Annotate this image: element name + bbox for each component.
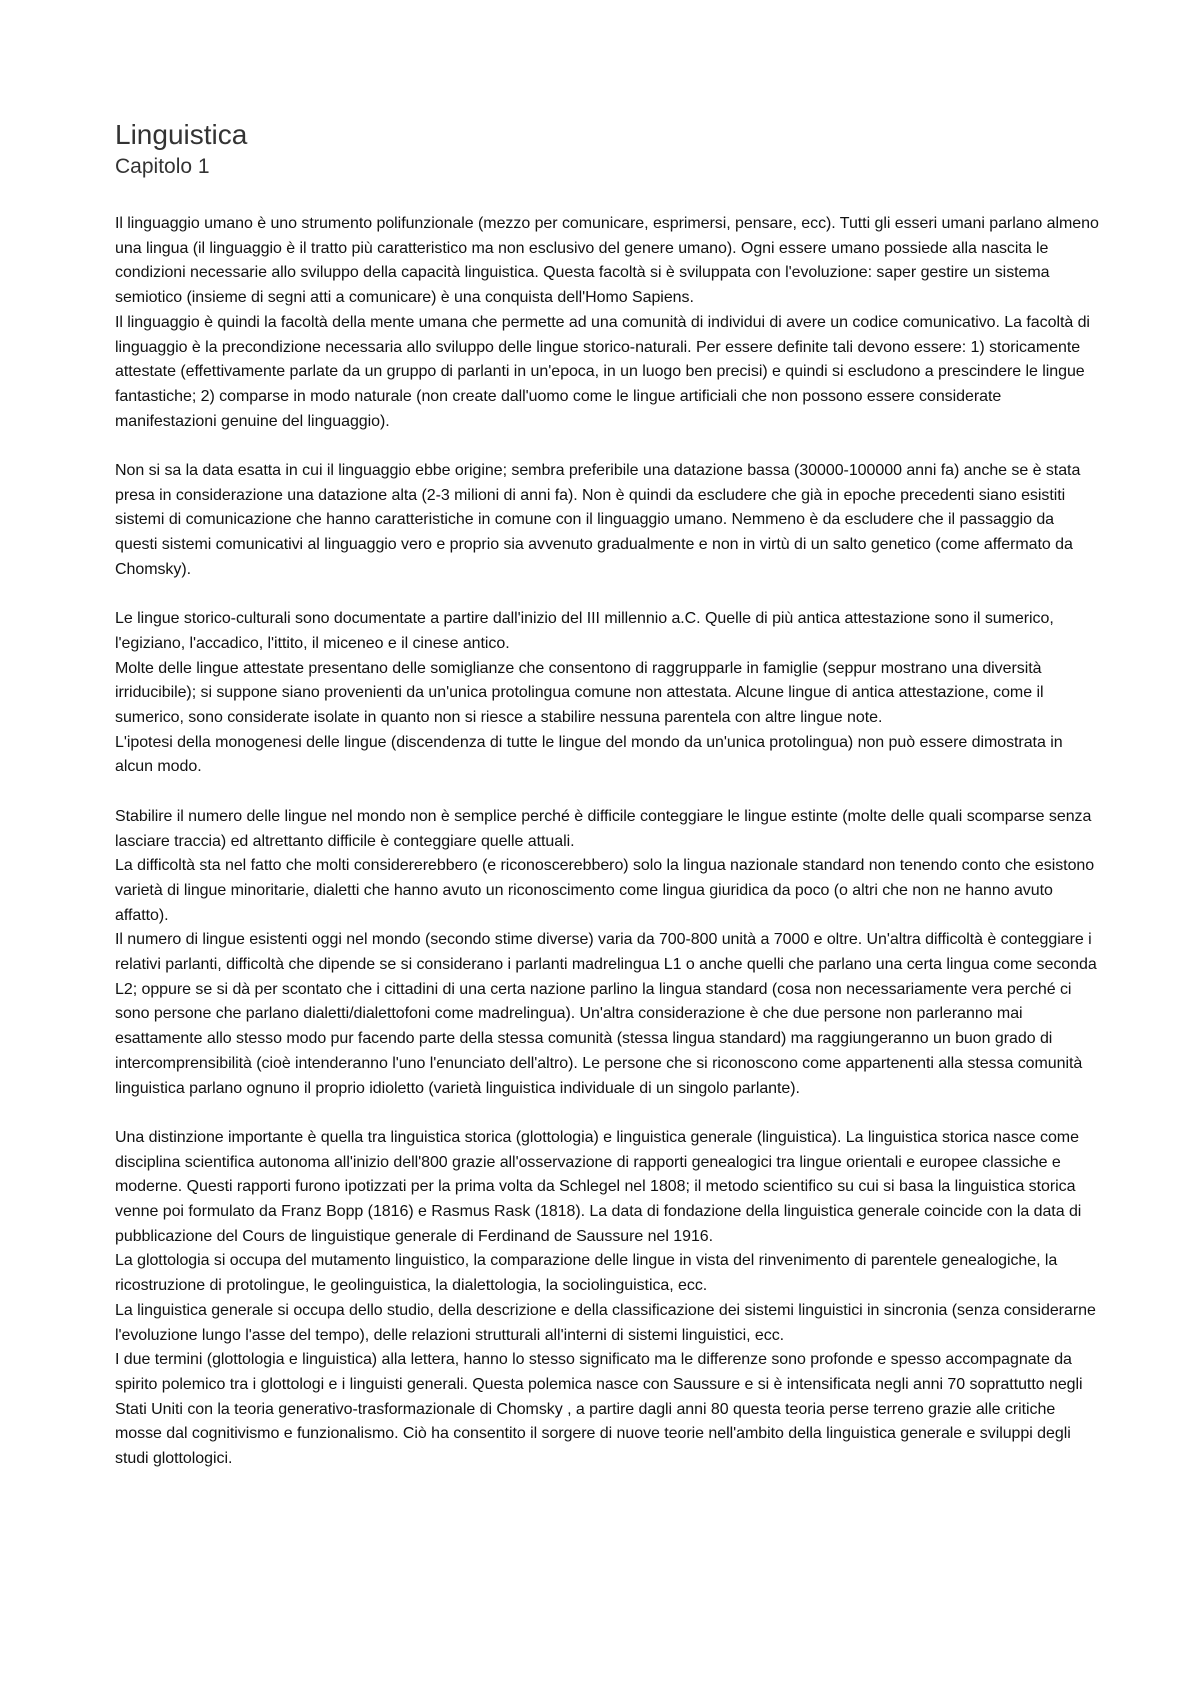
chapter-subtitle: Capitolo 1	[115, 155, 210, 178]
paragraph: La glottologia si occupa del mutamento linguistico, la comparazione delle lingue in vista del rinvenimento di parentele genealogiche, la ricostruzione di protolingue, le geolinguistica, la dialettologia, la sociolinguistica, ecc.	[115, 1252, 1058, 1295]
paragraph: Non si sa la data esatta in cui il linguaggio ebbe origine; sembra preferibile una datazione bassa (30000-100000 anni fa) anche se è stata presa in considerazione una datazione alta (2-3 milioni di anni fa). Non è quindi da escludere che già in epoche precedenti siano esistiti sistemi di comunicazione che hanno caratteristiche in comune con il linguaggio umano. Nemmeno è da escludere che il passaggio da questi sistemi comunicativi al linguaggio vero e proprio sia avvenuto gradualmente e non in virtù di un salto genetico (come affermato da Chomsky).	[115, 462, 1081, 578]
document-title: Linguistica	[115, 119, 248, 150]
paragraph: I due termini (glottologia e linguistica) alla lettera, hanno lo stesso significato ma le differenze sono profonde e spesso accompagnate da spirito polemico tra i glottologi e i linguisti generali. Questa polemica nasce con Saussure e si è intensificata negli anni 70 soprattutto negli Stati Uniti con la teoria generativo-trasformazionale di Chomsky , a partire dagli anni 80 questa teoria perse terreno grazie alle critiche mosse dal cognitivismo e funzionalismo. Ciò ha consentito il sorgere di nuove teorie nell'ambito della linguistica generale e sviluppi degli studi glottologici.	[115, 1351, 1083, 1468]
paragraph: Il linguaggio umano è uno strumento polifunzionale (mezzo per comunicare, esprimersi, pensare, ecc). Tutti gli esseri umani parlano almeno una lingua (il linguaggio è il tratto più caratteristico ma non esclusivo del genere umano). Ogni essere umano possiede alla nascita le condizioni necessarie allo sviluppo della capacità linguistica. Questa facoltà si è sviluppata con l'evoluzione: saper gestire un sistema semiotico (insieme di segni atti a comunicare) è una conquista dell'Homo Sapiens.	[115, 215, 1099, 307]
paragraph: Le lingue storico-culturali sono documentate a partire dall'inizio del III millennio a.C. Quelle di più antica attestazione sono il sumerico, l'egiziano, l'accadico, l'ittito, il miceneo e il cinese antico.	[115, 610, 1054, 652]
document-page	[115, 118, 1100, 1472]
paragraph: Il linguaggio è quindi la facoltà della mente umana che permette ad una comunità di individui di avere un codice comunicativo. La facoltà di linguaggio è la precondizione necessaria allo sviluppo delle lingue storico-naturali. Per essere definite tali devono essere: 1) storicamente attestate (effettivamente parlate da un gruppo di parlanti in un'epoca, in un luogo ben precisi) e quindi si escludono a prescindere le lingue fantastiche; 2) comparse in modo naturale (non create dall'uomo come le lingue artificiali che non possono essere considerate manifestazioni genuine del linguaggio).	[115, 313, 1090, 430]
paragraph-gap	[115, 1101, 1100, 1126]
paragraph: Stabilire il numero delle lingue nel mondo non è semplice perché è difficile conteggiare le lingue estinte (molte delle quali scomparse senza lasciare traccia) ed altrettanto difficile è conteggiare quelle attuali.	[115, 807, 1092, 850]
paragraph-gap	[115, 434, 1100, 459]
document-body	[115, 212, 1100, 1472]
paragraph: Molte delle lingue attestate presentano delle somiglianze che consentono di raggrupparle in famiglie (seppur mostrano una diversità irriducibile); si suppone siano provenienti da un'unica protolingua comune non attestata. Alcune lingue di antica attestazione, come il sumerico, sono considerate isolate in quanto non si riesce a stabilire nessuna parentela con altre lingue note.	[115, 659, 1044, 727]
paragraph-gap	[115, 583, 1100, 608]
paragraph: L'ipotesi della monogenesi delle lingue (discendenza di tutte le lingue del mondo da un'unica protolingua) non può essere dimostrata in alcun modo.	[115, 733, 1063, 776]
paragraph: Il numero di lingue esistenti oggi nel mondo (secondo stime diverse) varia da 700-800 unità a 7000 e oltre. Un'altra difficoltà è conteggiare i relativi parlanti, difficoltà che dipende se si considerano i parlanti madrelingua L1 o anche quelli che parlano una certa lingua come seconda L2; oppure se si dà per scontato che i cittadini di una certa nazione parlino la lingua standard (cosa non necessariamente vera perché ci sono persone che parlano dialetti/dialettofoni come madrelingua). Un'altra considerazione è che due persone non parleranno mai esattamente allo stesso modo pur facendo parte della stessa comunità (stessa lingua standard) ma raggiungeranno un buon grado di intercomprensibilità (cioè intenderanno l'uno l'enunciato dell'altro). Le persone che si riconoscono come appartenenti alla stessa comunità linguistica parlano ognuno il proprio idioletto (varietà linguistica individuale di un singolo parlante).	[115, 931, 1097, 1097]
paragraph: Una distinzione importante è quella tra linguistica storica (glottologia) e linguistica generale (linguistica). La linguistica storica nasce come disciplina scientifica autonoma all'inizio dell'800 grazie all'osservazione di rapporti genealogici tra lingue orientali e europee classiche e moderne. Questi rapporti furono ipotizzati per la prima volta da Schlegel nel 1808; il metodo scientifico su cui si basa la linguistica storica venne poi formulato da Franz Bopp (1816) e Rasmus Rask (1818). La data di fondazione della linguistica generale coincide con la data di pubblicazione del Cours de linguistique generale di Ferdinand de Saussure nel 1916.	[115, 1128, 1082, 1245]
paragraph: La difficoltà sta nel fatto che molti considererebbero (e riconoscerebbero) solo la lingua nazionale standard non tenendo conto che esistono varietà di lingue minoritarie, dialetti che hanno avuto un riconoscimento come lingua giuridica da poco (o altri che non ne hanno avuto affatto).	[115, 857, 1095, 924]
paragraph-gap	[115, 780, 1100, 805]
paragraph: La linguistica generale si occupa dello studio, della descrizione e della classificazione dei sistemi linguistici in sincronia (senza considerarne l'evoluzione lungo l'asse del tempo), delle relazioni strutturali all'interni di sistemi linguistici, ecc.	[115, 1301, 1096, 1344]
